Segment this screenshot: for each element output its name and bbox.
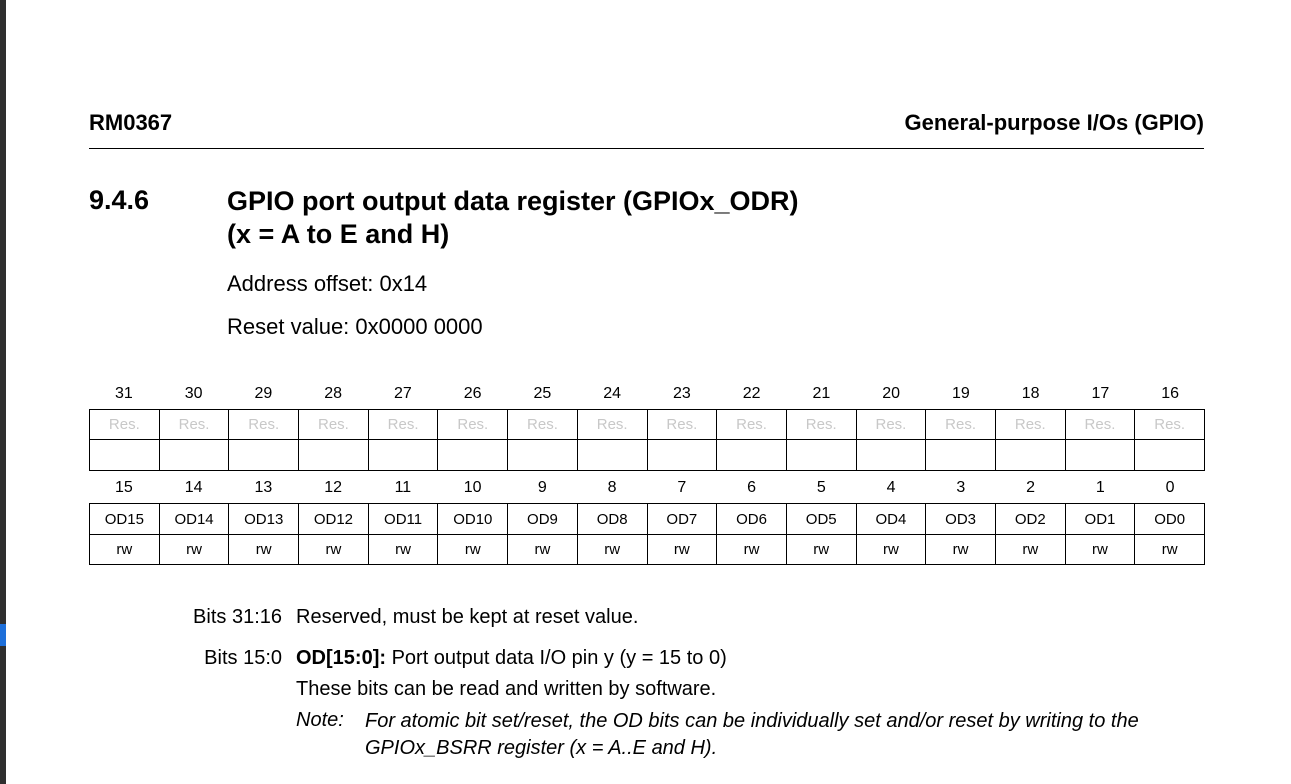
access-cell: rw	[90, 535, 160, 565]
access-cell	[508, 440, 578, 471]
od-field-cell: OD2	[995, 504, 1065, 535]
section-title	[227, 185, 799, 251]
bit-number: 0	[1165, 479, 1175, 496]
page-header	[89, 110, 1204, 149]
access-cell: rw	[577, 535, 647, 565]
bit-number: 13	[254, 479, 273, 496]
bit-number: 3	[956, 479, 966, 496]
reserved-field-cell: Res.	[159, 410, 229, 440]
bit-number: 24	[603, 385, 622, 402]
od-field-cell: OD1	[1065, 504, 1135, 535]
bit-number: 4	[886, 479, 896, 496]
access-cell: rw	[229, 535, 299, 565]
bit-numbers-high	[89, 381, 1205, 407]
access-cell	[229, 440, 299, 471]
note-label: Note:	[296, 709, 344, 731]
field-row-high	[90, 410, 1205, 440]
access-cell	[995, 440, 1065, 471]
reserved-field-cell: Res.	[368, 410, 438, 440]
reserved-field-cell: Res.	[647, 410, 717, 440]
bit-number: 10	[463, 479, 482, 496]
access-cell	[1135, 440, 1205, 471]
access-cell	[856, 440, 926, 471]
access-cell	[577, 440, 647, 471]
bit-number: 14	[184, 479, 203, 496]
od-field-cell: OD14	[159, 504, 229, 535]
bit-number: 20	[882, 385, 901, 402]
reserved-field-cell: Res.	[1135, 410, 1205, 440]
bit-number: 15	[114, 479, 133, 496]
od-field-cell: OD4	[856, 504, 926, 535]
bit-numbers-low	[89, 475, 1205, 501]
section-title-line2: (x = A to E and H)	[227, 219, 450, 249]
reserved-field-cell: Res.	[438, 410, 508, 440]
document-id: RM0367	[89, 110, 173, 135]
access-cell	[299, 440, 369, 471]
access-cell: rw	[1065, 535, 1135, 565]
bit-number: 12	[324, 479, 343, 496]
bit-number: 8	[607, 479, 617, 496]
access-cell	[90, 440, 160, 471]
section-number: 9.4.6	[89, 185, 150, 215]
bits-31-16-description: Reserved, must be kept at reset value.	[296, 606, 639, 628]
reserved-field-cell: Res.	[856, 410, 926, 440]
bits-15-0-access-note: These bits can be read and written by software.	[296, 678, 717, 700]
bit-number: 19	[951, 385, 970, 402]
access-cell: rw	[856, 535, 926, 565]
access-cell: rw	[717, 535, 787, 565]
access-cell	[438, 440, 508, 471]
access-cell	[368, 440, 438, 471]
bit-number: 18	[1021, 385, 1040, 402]
bit-number: 17	[1091, 385, 1110, 402]
od-field-cell: OD6	[717, 504, 787, 535]
bit-number: 28	[324, 385, 343, 402]
reserved-field-cell: Res.	[786, 410, 856, 440]
field-name: OD[15:0]:	[296, 647, 387, 669]
access-row-low	[90, 535, 1205, 565]
bit-number: 21	[812, 385, 831, 402]
bit-number: 31	[114, 385, 133, 402]
reserved-field-cell: Res.	[577, 410, 647, 440]
chapter-title: General-purpose I/Os (GPIO)	[904, 110, 1204, 135]
od-field-cell: OD11	[368, 504, 438, 535]
bit-number: 23	[672, 385, 691, 402]
reserved-field-cell: Res.	[926, 410, 996, 440]
access-cell: rw	[647, 535, 717, 565]
bits-15-0-label: Bits 15:0	[204, 647, 282, 669]
note-text: For atomic bit set/reset, the OD bits can be individually set and/or reset by writing to the GPIOx_BSRR register (x = A..E and H).	[365, 710, 1139, 759]
reserved-field-cell: Res.	[90, 410, 160, 440]
register-table-high	[89, 409, 1205, 471]
bits-15-0-description	[296, 646, 727, 670]
access-cell: rw	[1135, 535, 1205, 565]
access-cell	[159, 440, 229, 471]
access-cell: rw	[508, 535, 578, 565]
bit-number: 1	[1095, 479, 1105, 496]
access-cell: rw	[438, 535, 508, 565]
access-cell: rw	[786, 535, 856, 565]
od-field-cell: OD13	[229, 504, 299, 535]
access-cell: rw	[995, 535, 1065, 565]
access-row-high	[90, 440, 1205, 471]
access-cell	[717, 440, 787, 471]
od-field-cell: OD5	[786, 504, 856, 535]
od-field-cell: OD0	[1135, 504, 1205, 535]
od-field-cell: OD10	[438, 504, 508, 535]
bit-number: 5	[816, 479, 826, 496]
od-field-cell: OD15	[90, 504, 160, 535]
bit-number: 6	[747, 479, 757, 496]
bit-number: 22	[742, 385, 761, 402]
reserved-field-cell: Res.	[508, 410, 578, 440]
access-cell	[647, 440, 717, 471]
od-field-cell: OD3	[926, 504, 996, 535]
od-field-cell: OD7	[647, 504, 717, 535]
access-cell: rw	[299, 535, 369, 565]
bit-number: 11	[394, 479, 412, 496]
field-description: Port output data I/O pin y (y = 15 to 0)	[386, 647, 727, 669]
register-table-low	[89, 503, 1205, 565]
reset-value: Reset value: 0x0000 0000	[227, 314, 483, 339]
access-cell: rw	[926, 535, 996, 565]
od-field-cell: OD9	[508, 504, 578, 535]
access-cell	[786, 440, 856, 471]
reserved-field-cell: Res.	[229, 410, 299, 440]
bit-number: 29	[254, 385, 273, 402]
od-field-cell: OD8	[577, 504, 647, 535]
bit-number: 25	[533, 385, 552, 402]
access-cell: rw	[159, 535, 229, 565]
od-field-cell: OD12	[299, 504, 369, 535]
bit-number: 27	[393, 385, 412, 402]
bit-number: 26	[463, 385, 482, 402]
address-offset: Address offset: 0x14	[227, 271, 428, 296]
bit-number: 7	[677, 479, 687, 496]
reserved-field-cell: Res.	[995, 410, 1065, 440]
bit-number: 2	[1026, 479, 1036, 496]
bits-31-16-label: Bits 31:16	[193, 606, 282, 628]
reserved-field-cell: Res.	[1065, 410, 1135, 440]
reserved-field-cell: Res.	[299, 410, 369, 440]
section-title-line1: GPIO port output data register (GPIOx_ODR)	[227, 186, 799, 216]
bit-number: 9	[537, 479, 547, 496]
access-cell: rw	[368, 535, 438, 565]
bit-number: 30	[184, 385, 203, 402]
access-cell	[1065, 440, 1135, 471]
access-cell	[926, 440, 996, 471]
bit-number: 16	[1161, 385, 1180, 402]
field-row-low	[90, 504, 1205, 535]
reserved-field-cell: Res.	[717, 410, 787, 440]
